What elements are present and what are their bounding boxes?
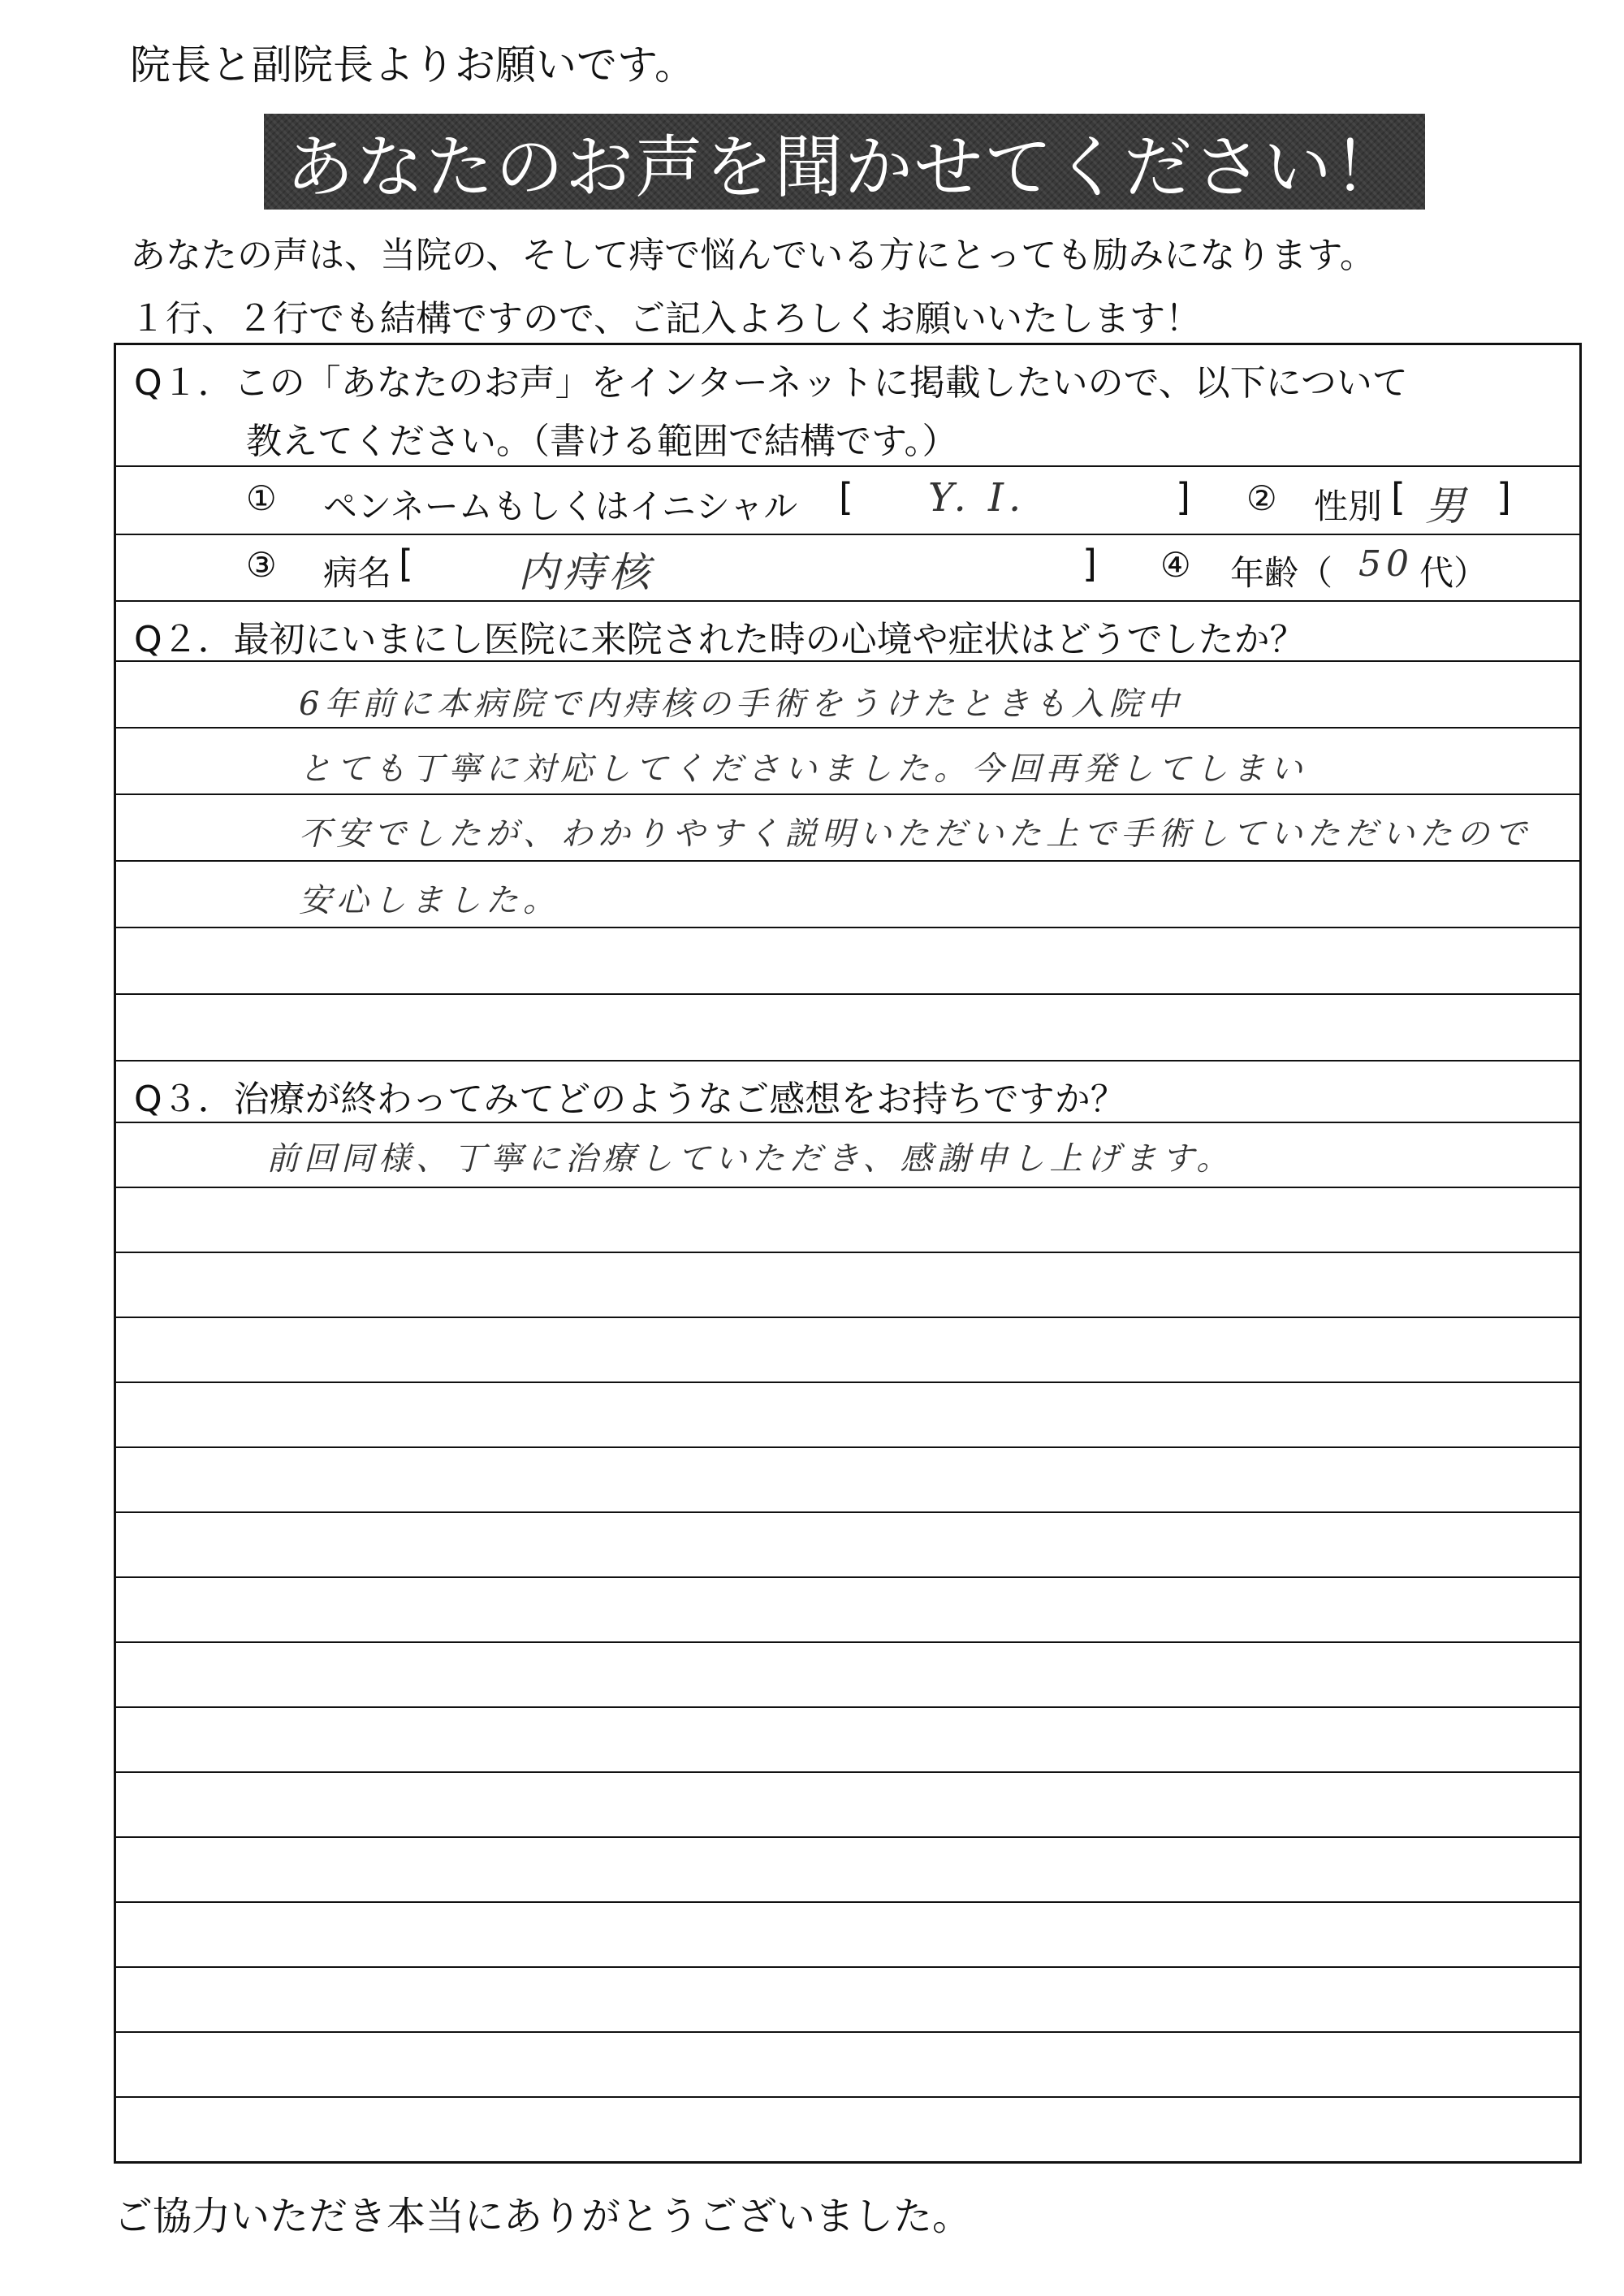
ruled-line [116, 1381, 1579, 1383]
divider [116, 600, 1579, 602]
ruled-line [116, 993, 1579, 995]
q3-question: Q３．治療が終わってみてどのようなご感想をお持ちですか？ [134, 1079, 1126, 1120]
lead-line-2: １行、２行でも結構ですので、ご記入よろしくお願いいたします！ [130, 298, 1202, 339]
q1-question-line-1: Q１．この「あなたのお声」をインターネットに掲載したいので、以下について [134, 362, 1408, 404]
divider [116, 465, 1579, 467]
bracket-open: [ [1391, 475, 1406, 519]
gender-value[interactable]: 男 [1425, 482, 1471, 530]
ruled-line [116, 1836, 1579, 1838]
ruled-line [116, 1252, 1579, 1253]
ruled-line [116, 1771, 1579, 1773]
q3-answer-line[interactable]: 前回同様、丁寧に治療していただき、感謝申し上げます。 [266, 1140, 1234, 1178]
q2-answer-line[interactable]: 不安でしたが、わかりやすく説明いただいた上で手術していただいたので [299, 815, 1531, 853]
field-number-1: ① [246, 478, 277, 518]
bracket-close: ] [1176, 475, 1190, 519]
bracket-open: [ [399, 542, 413, 586]
divider [116, 660, 1579, 662]
penname-value[interactable]: Y. I. [928, 475, 1026, 521]
divider [116, 1122, 1579, 1123]
field-number-3: ③ [246, 545, 277, 585]
ruled-line [116, 793, 1579, 795]
ruled-line [116, 927, 1579, 928]
divider [116, 1060, 1579, 1062]
age-label: 年齢（ [1230, 553, 1333, 593]
ruled-line [116, 2096, 1579, 2098]
title-banner [264, 114, 1425, 210]
q2-answer-line[interactable]: とても丁寧に対応してくださいました。今回再発してしまい [299, 750, 1307, 788]
q2-answer-line[interactable]: 安心しました。 [299, 882, 560, 919]
q1-question-line-2: 教えてください。（書ける範囲で結構です。） [246, 421, 958, 462]
field-number-4: ④ [1160, 545, 1191, 585]
field-number-2: ② [1246, 478, 1277, 518]
bracket-close: ] [1082, 542, 1097, 586]
penname-label: ペンネームもしくはイニシャル [323, 486, 798, 526]
survey-form [114, 343, 1582, 2164]
bracket-close: ] [1497, 475, 1511, 519]
gender-label: 性別 [1314, 486, 1383, 526]
ruled-line [116, 860, 1579, 862]
ruled-line [116, 1966, 1579, 1968]
ruled-line [116, 1576, 1579, 1578]
ruled-line [116, 1317, 1579, 1318]
ruled-line [116, 1706, 1579, 1708]
ruled-line [116, 1901, 1579, 1903]
disease-value[interactable]: 内痔核 [518, 549, 654, 596]
ruled-line [116, 1187, 1579, 1188]
title-text: あなたのお声を聞かせてください！ [285, 127, 1403, 207]
intro-text: 院長と副院長よりお願いです。 [130, 41, 695, 89]
divider [116, 534, 1579, 535]
age-value[interactable]: 50 [1358, 543, 1414, 585]
age-suffix: 代） [1419, 553, 1488, 593]
q2-answer-line[interactable]: 6年前に本病院で内痔核の手術をうけたときも入院中 [299, 685, 1184, 723]
ruled-line [116, 1641, 1579, 1643]
q2-question: Q２．最初にいまにし医院に来院された時の心境や症状はどうでしたか？ [134, 619, 1306, 660]
ruled-line [116, 727, 1579, 729]
ruled-line [116, 1511, 1579, 1513]
ruled-line [116, 1446, 1579, 1448]
thanks-text: ご協力いただき本当にありがとうございました。 [114, 2194, 972, 2239]
bracket-open: [ [839, 475, 853, 519]
ruled-line [116, 2031, 1579, 2033]
disease-label: 病名 [323, 553, 392, 593]
lead-line-1: あなたの声は、当院の、そして痔で悩んでいる方にとっても励みになります。 [130, 235, 1376, 276]
